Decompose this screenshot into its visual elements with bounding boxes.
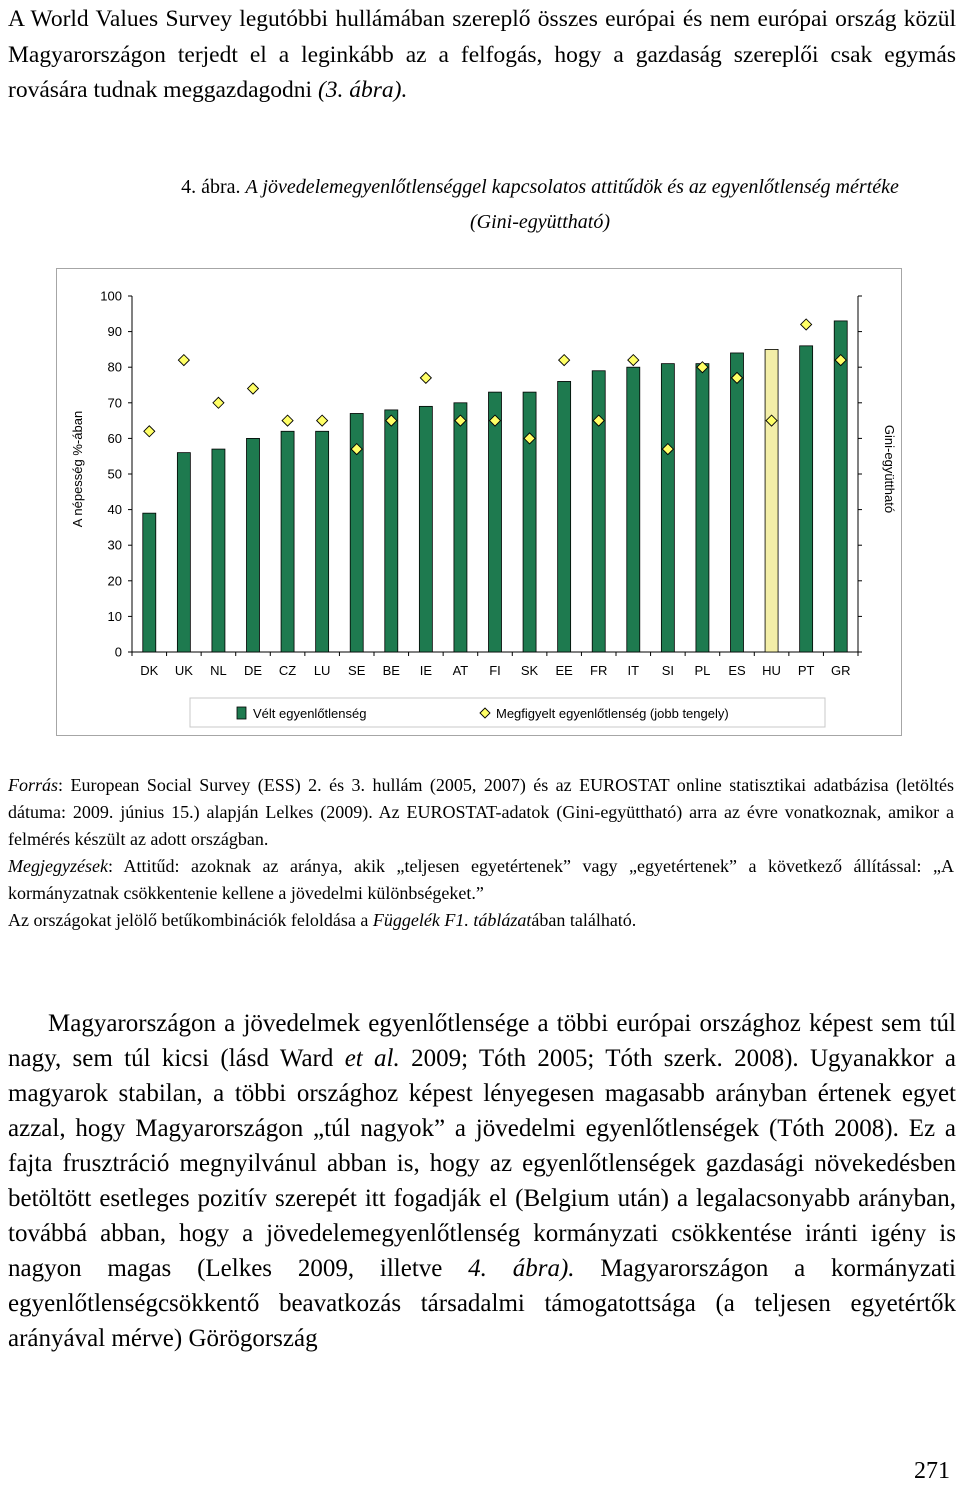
marker-ee (559, 355, 570, 366)
x-tick-label: PL (694, 663, 711, 678)
notes-text: : Attitűd: azoknak az aránya, akik „teljesen egyetértenek” vagy „egyetértenek” a következő állítással: „A kormányzatnak csökkentenie kellene a jövedelmi különbségeket.” (8, 856, 954, 903)
x-tick-label: LU (313, 663, 331, 678)
figure-label: 4. ábra. (181, 176, 241, 198)
marker-cz (282, 415, 293, 426)
bar-chart (57, 269, 903, 737)
intro-paragraph (8, 2, 956, 109)
source-label: Forrás (8, 775, 59, 795)
marker-nl (213, 397, 224, 408)
bar-cz (281, 431, 294, 652)
bar-si (661, 364, 674, 652)
bar-at (454, 403, 467, 652)
bar-ee (558, 381, 571, 652)
y-tick-label: 50 (107, 466, 122, 482)
codes-end: ában található. (531, 910, 637, 930)
y-axis-title: A népesség %-ában (70, 410, 85, 528)
bar-be (385, 410, 398, 652)
page-number: 271 (914, 1458, 950, 1484)
figure-description-line2: (Gini-együttható) (470, 211, 610, 233)
x-tick-label: FR (590, 663, 608, 678)
x-tick-label: UK (174, 663, 193, 678)
bar-uk (177, 453, 190, 652)
x-tick-label: ES (728, 663, 746, 678)
y-tick-label: 30 (107, 537, 122, 553)
x-tick-label: DE (243, 663, 263, 678)
codes-ref: Függelék F1. táblázat (372, 910, 532, 930)
bar-it (627, 367, 640, 652)
y-tick-label: 70 (107, 395, 122, 411)
body-paragraph (8, 1006, 956, 1356)
y-tick-label: 80 (107, 359, 122, 375)
x-tick-label: GR (830, 663, 851, 678)
marker-de (248, 383, 259, 394)
y-tick-label: 20 (107, 573, 122, 589)
y-tick-label: 10 (107, 608, 122, 624)
x-tick-label: DK (140, 663, 159, 678)
legend-bar-swatch (237, 707, 246, 719)
legend-marker-label: Megfigyelt egyenlőtlenség (jobb tengely) (496, 706, 729, 721)
y-tick-label: 0 (114, 644, 122, 660)
x-tick-label: BE (382, 663, 400, 678)
marker-it (628, 355, 639, 366)
bar-pt (800, 346, 813, 652)
figure-description: A jövedelemegyenlőtlenséggel kapcsolatos attitűdök és az egyenlőtlenség mértéke (245, 176, 899, 198)
source-text: : European Social Survey (ESS) 2. és 3. hullám (2005, 2007) és az EUROSTAT online statisztikai adatbázisa (letöltés dátuma: 2009. június 15.) alapján Lelkes (2009). Az EUROSTAT-adatok (Gini-együttható) arra az évre vonatkoznak, amikor a felmérés készült az adott országban. (8, 775, 954, 849)
bar-ie (419, 406, 432, 652)
x-tick-label: IE (419, 663, 433, 678)
y-tick-label: 90 (107, 324, 122, 340)
bar-hu (765, 349, 778, 652)
x-tick-label: SI (661, 663, 675, 678)
codes-text: Az országokat jelölő betűkombinációk feloldása a (8, 910, 373, 930)
bar-fr (592, 371, 605, 652)
x-tick-label: FI (489, 663, 501, 678)
chart-container (56, 268, 902, 736)
x-tick-label: SE (348, 663, 366, 678)
bar-de (247, 438, 260, 652)
body-p1: Magyarországon a jövedelmek egyenlőtlensége a többi európai országhoz képest sem túl nagy, sem túl kicsi (lásd Ward (8, 1010, 956, 1072)
bar-es (731, 353, 744, 652)
y-tick-label: 100 (100, 288, 122, 304)
bar-fi (489, 392, 502, 652)
body-p2-italic: 4. ábra). (468, 1255, 575, 1282)
legend-bar-label: Vélt egyenlőtlenség (253, 706, 367, 721)
body-p3: Magyarországon a kormányzati egyenlőtlenségcsökkentő beavatkozás társadalmi támogatottsága (a teljesen egyetértők arányával mérve) Görögország (8, 1255, 956, 1352)
bar-dk (143, 513, 156, 652)
notes-label: Megjegyzések (8, 856, 108, 876)
x-tick-label: HU (762, 663, 781, 678)
x-tick-label: SK (520, 663, 539, 678)
y2-axis-title: Gini-együttható (882, 424, 897, 514)
bar-sk (523, 392, 536, 652)
marker-dk (144, 426, 155, 437)
bar-pl (696, 364, 709, 652)
x-tick-label: AT (452, 663, 469, 678)
marker-ie (420, 372, 431, 383)
x-tick-label: CZ (278, 663, 297, 678)
figure-caption (140, 170, 940, 240)
y-tick-label: 40 (107, 502, 122, 518)
marker-uk (178, 355, 189, 366)
x-tick-label: NL (210, 663, 227, 678)
bar-gr (834, 321, 847, 652)
intro-text: A World Values Survey legutóbbi hullámában szereplő összes európai és nem európai ország közül Magyarországon terjedt el a leginkább az a felfogás, hogy a gazdaság szereplői csak egymás rovására tudnak meggazdagodni (8, 6, 956, 103)
body-p2: 2009; Tóth 2005; Tóth szerk. 2008). Ugyanakkor a magyarok stabilan, a többi országhoz képest lényegesen magasabb arányban értenek egyet azzal, hogy Magyarországon „túl nagyok” a jövedelmi egyenlőtlenségek (Tóth 2008). Ez a fajta frusztráció megnyilvánul abban is, hogy az egyenlőtlenségek gazdasági növekedésben betöltött esetleges pozitív szerepét itt fogadják el (Belgium után) a legalacsonyabb arányban, továbbá abban, hogy a jövedelemegyenlőtlenség kormányzati csökkentése iránti igény is nagyon magas (Lelkes 2009, illetve (8, 1045, 956, 1282)
x-tick-label: EE (555, 663, 573, 678)
marker-lu (317, 415, 328, 426)
source-notes (8, 772, 954, 934)
x-tick-label: PT (797, 663, 815, 678)
x-tick-label: IT (627, 663, 640, 678)
marker-pt (801, 319, 812, 330)
bar-lu (316, 431, 329, 652)
body-p1-italic: et al. (344, 1045, 400, 1072)
y-tick-label: 60 (107, 430, 122, 446)
bar-nl (212, 449, 225, 652)
intro-figure-ref: (3. ábra). (317, 77, 408, 103)
